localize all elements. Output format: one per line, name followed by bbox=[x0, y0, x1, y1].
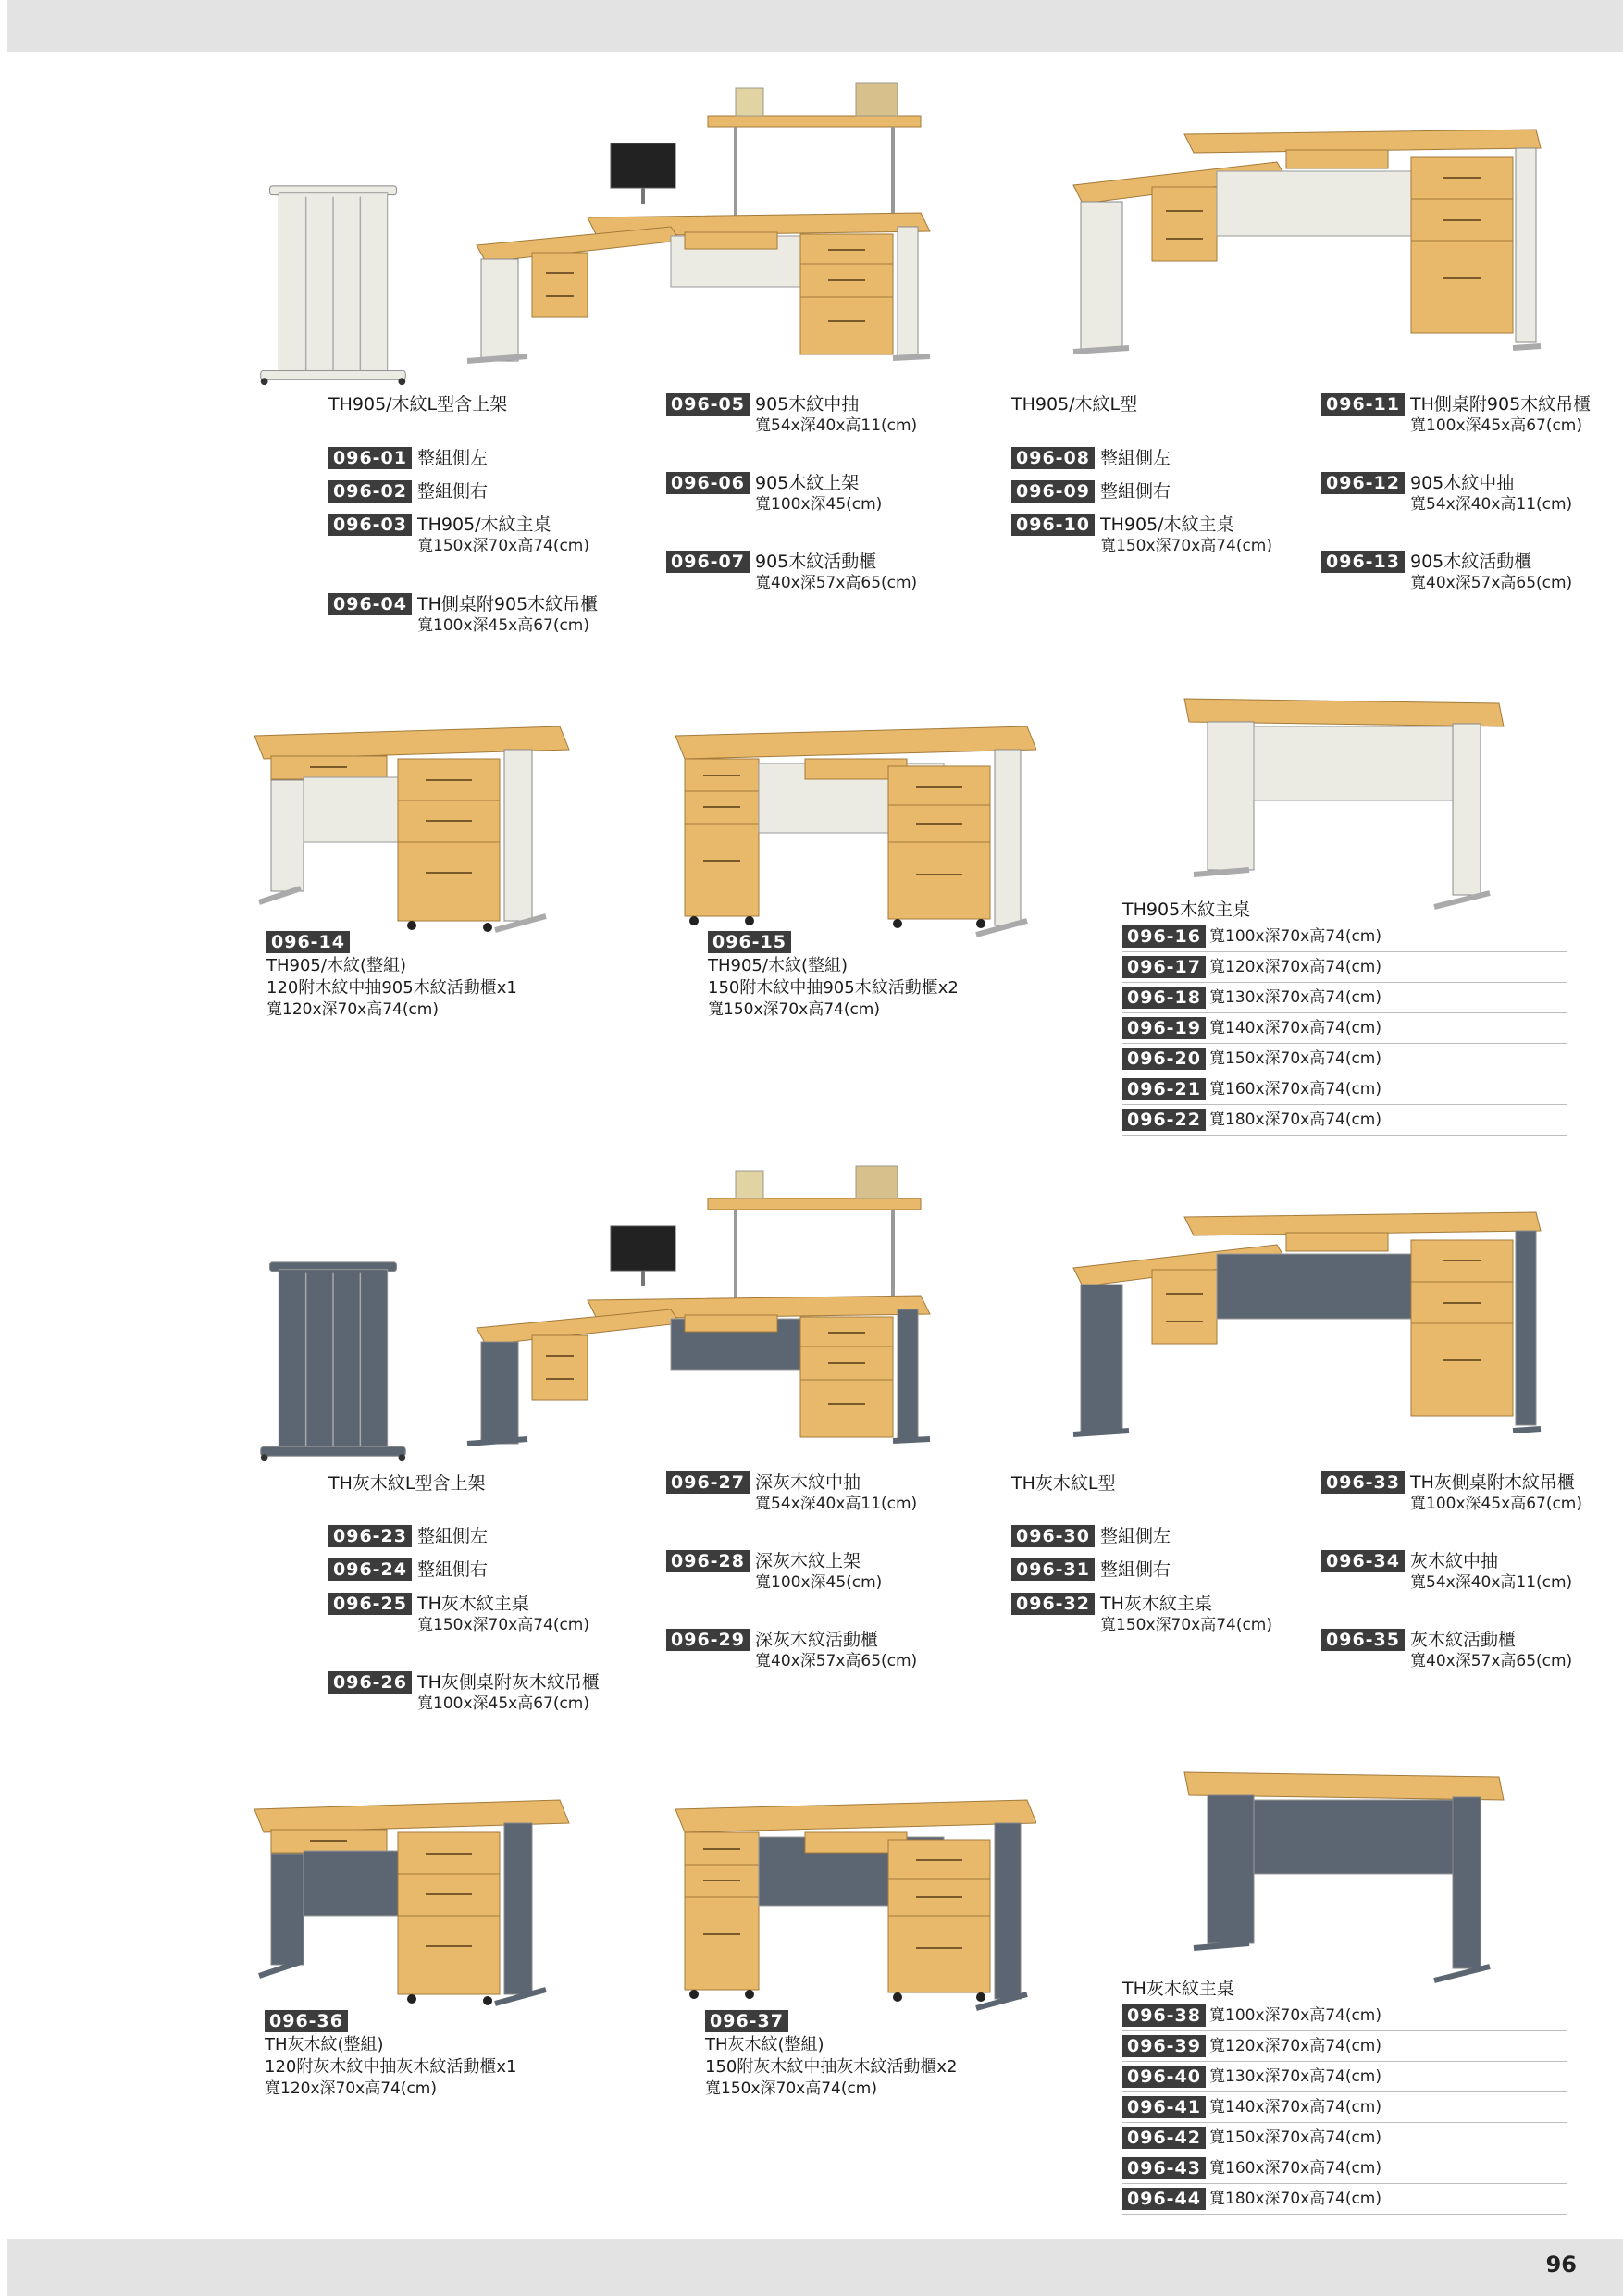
lshape-desk-image bbox=[1064, 1203, 1545, 1444]
size-row bbox=[1122, 1105, 1567, 1136]
main-desk-image bbox=[1175, 1754, 1508, 1994]
product-code: 096-24 bbox=[328, 1558, 412, 1581]
product-code: 096-28 bbox=[666, 1550, 750, 1572]
product-code: 096-23 bbox=[328, 1525, 412, 1547]
size-row bbox=[1122, 1013, 1567, 1044]
product-code: 096-05 bbox=[666, 393, 750, 416]
size-row bbox=[1122, 2153, 1567, 2184]
product-dimension: 寬120x深70x高74(cm) bbox=[265, 2079, 438, 2098]
product-dimension: 寬40x深57x高65(cm) bbox=[1410, 574, 1573, 592]
product-desc: 120附灰木紋中抽灰木紋活動櫃x1 bbox=[265, 2057, 517, 2077]
product-code: 096-32 bbox=[1011, 1593, 1095, 1615]
side-panel-image bbox=[245, 1257, 421, 1465]
product-code: 096-39 bbox=[1122, 2035, 1206, 2057]
product-dimension: 寬180x深70x高74(cm) bbox=[1209, 1111, 1382, 1129]
product-name: 灰木紋活動櫃 bbox=[1410, 1630, 1517, 1650]
product-item bbox=[1321, 393, 1591, 436]
size-row bbox=[1122, 1074, 1567, 1105]
bottom-bar bbox=[7, 2239, 1623, 2296]
product-code: 096-37 bbox=[705, 2010, 788, 2032]
product-code: 096-41 bbox=[1122, 2096, 1206, 2118]
product-item bbox=[1321, 1629, 1572, 1671]
product-dimension: 寬40x深57x高65(cm) bbox=[755, 1652, 918, 1670]
product-name: TH側桌附905木紋吊櫃 bbox=[1410, 394, 1592, 415]
size-row bbox=[1122, 2123, 1567, 2153]
product-code: 096-30 bbox=[1011, 1525, 1095, 1547]
product-name: 905木紋活動櫃 bbox=[755, 552, 877, 572]
product-dimension: 寬150x深70x高74(cm) bbox=[708, 1000, 881, 1019]
product-code: 096-07 bbox=[666, 551, 750, 573]
product-item bbox=[328, 447, 488, 469]
product-code: 096-14 bbox=[266, 931, 350, 953]
product-dimension: 寬150x深70x高74(cm) bbox=[417, 1616, 590, 1634]
product-code: 096-40 bbox=[1122, 2066, 1206, 2088]
product-dimension: 寬40x深57x高65(cm) bbox=[755, 574, 918, 592]
product-item bbox=[328, 514, 589, 556]
product-name: 905木紋上架 bbox=[755, 473, 860, 493]
product-code: 096-19 bbox=[1122, 1017, 1206, 1039]
product-name: TH側桌附905木紋吊櫃 bbox=[417, 594, 599, 614]
product-dimension: 寬130x深70x高74(cm) bbox=[1209, 2067, 1382, 2086]
lshape-shelf-desk-image bbox=[458, 79, 939, 375]
product-name: TH905/木紋主桌 bbox=[1100, 515, 1234, 535]
product-item bbox=[1321, 551, 1572, 593]
product-desc: 120附木紋中抽905木紋活動櫃x1 bbox=[266, 978, 517, 998]
product-code: 096-08 bbox=[1011, 447, 1095, 469]
product-code: 096-10 bbox=[1011, 514, 1095, 536]
product-item bbox=[1321, 1550, 1572, 1593]
product-code: 096-17 bbox=[1122, 956, 1206, 978]
product-dimension: 寬54x深40x高11(cm) bbox=[755, 1495, 918, 1513]
product-item bbox=[666, 551, 917, 593]
product-item bbox=[1011, 447, 1171, 469]
desk-set1-image bbox=[245, 703, 578, 944]
list-title: TH905木紋主桌 bbox=[1122, 900, 1251, 920]
product-code: 096-25 bbox=[328, 1593, 412, 1615]
product-dimension: 寬100x深45(cm) bbox=[755, 1573, 883, 1592]
desk-set-caption bbox=[708, 931, 959, 1020]
product-item bbox=[328, 1525, 488, 1547]
product-dimension: 寬150x深70x高74(cm) bbox=[1100, 537, 1273, 555]
product-item bbox=[1011, 1593, 1272, 1635]
size-row bbox=[1122, 2092, 1567, 2123]
product-code: 096-01 bbox=[328, 447, 412, 469]
product-code: 096-34 bbox=[1321, 1550, 1405, 1572]
product-dimension: 寬150x深70x高74(cm) bbox=[1100, 1616, 1273, 1634]
product-name: 整組側右 bbox=[1100, 481, 1171, 502]
product-code: 096-15 bbox=[708, 931, 791, 953]
product-dimension: 寬100x深70x高74(cm) bbox=[1209, 927, 1382, 946]
product-name: 905木紋中抽 bbox=[1410, 473, 1515, 493]
product-dimension: 寬100x深45x高67(cm) bbox=[1410, 416, 1583, 435]
product-item bbox=[328, 480, 488, 503]
product-name: TH905/木紋(整組) bbox=[266, 956, 406, 975]
desk-set2-image bbox=[666, 708, 1036, 949]
product-name: TH灰木紋(整組) bbox=[265, 2035, 384, 2054]
top-bar bbox=[7, 0, 1623, 52]
product-dimension: 寬54x深40x高11(cm) bbox=[1410, 1573, 1573, 1592]
product-name: 905木紋中抽 bbox=[755, 394, 860, 415]
product-item bbox=[666, 1550, 882, 1593]
section-title: TH905/木紋L型 bbox=[1011, 394, 1138, 415]
product-name: TH灰木紋(整組) bbox=[705, 2035, 824, 2054]
product-item bbox=[328, 1671, 600, 1714]
product-item bbox=[666, 1471, 917, 1514]
product-item bbox=[1321, 472, 1572, 515]
product-name: TH905/木紋主桌 bbox=[417, 515, 551, 535]
product-code: 096-04 bbox=[328, 593, 412, 615]
product-item bbox=[1011, 1525, 1171, 1547]
product-code: 096-22 bbox=[1122, 1109, 1206, 1131]
main-desk-image bbox=[1175, 680, 1508, 921]
product-name: 905木紋活動櫃 bbox=[1410, 552, 1532, 572]
size-row bbox=[1122, 2031, 1567, 2062]
desk-set2-image bbox=[666, 1781, 1036, 2022]
product-code: 096-27 bbox=[666, 1471, 750, 1494]
product-name: 整組側右 bbox=[1100, 1559, 1171, 1580]
product-dimension: 寬150x深70x高74(cm) bbox=[417, 537, 590, 555]
product-name: TH灰木紋主桌 bbox=[1100, 1594, 1212, 1614]
product-dimension: 寬120x深70x高74(cm) bbox=[266, 1000, 440, 1019]
product-code: 096-26 bbox=[328, 1671, 412, 1694]
product-dimension: 寬100x深45x高67(cm) bbox=[1410, 1495, 1583, 1513]
product-dimension: 寬54x深40x高11(cm) bbox=[1410, 495, 1573, 514]
desk-set-caption bbox=[705, 2010, 957, 2099]
product-name: 整組側右 bbox=[417, 481, 489, 502]
lshape-desk-image bbox=[1064, 120, 1545, 361]
product-dimension: 寬100x深70x高74(cm) bbox=[1209, 2006, 1382, 2025]
product-dimension: 寬100x深45x高67(cm) bbox=[417, 1694, 590, 1713]
list-title: TH灰木紋主桌 bbox=[1122, 1979, 1234, 1999]
product-item bbox=[328, 1558, 488, 1581]
product-dimension: 寬130x深70x高74(cm) bbox=[1209, 988, 1382, 1007]
product-item bbox=[1321, 1471, 1582, 1514]
product-code: 096-21 bbox=[1122, 1078, 1206, 1100]
product-dimension: 寬120x深70x高74(cm) bbox=[1209, 958, 1382, 976]
product-name: 深灰木紋活動櫃 bbox=[755, 1630, 879, 1650]
product-item bbox=[1011, 1558, 1171, 1581]
product-item bbox=[1011, 514, 1272, 556]
product-code: 096-13 bbox=[1321, 551, 1405, 573]
product-code: 096-31 bbox=[1011, 1558, 1095, 1581]
product-name: 深灰木紋中抽 bbox=[755, 1472, 861, 1493]
product-item bbox=[328, 1593, 589, 1635]
product-code: 096-02 bbox=[328, 480, 412, 503]
product-item bbox=[666, 1629, 917, 1671]
product-dimension: 寬120x深70x高74(cm) bbox=[1209, 2037, 1382, 2055]
product-code: 096-20 bbox=[1122, 1048, 1206, 1070]
lshape-shelf-desk-image bbox=[458, 1161, 939, 1458]
product-code: 096-44 bbox=[1122, 2188, 1206, 2210]
size-row bbox=[1122, 2062, 1567, 2092]
product-dimension: 寬160x深70x高74(cm) bbox=[1209, 1080, 1382, 1098]
product-code: 096-09 bbox=[1011, 480, 1095, 503]
product-item bbox=[1011, 480, 1171, 503]
size-row bbox=[1122, 2184, 1567, 2215]
size-row bbox=[1122, 2001, 1567, 2031]
product-dimension: 寬40x深57x高65(cm) bbox=[1410, 1652, 1573, 1670]
product-dimension: 寬140x深70x高74(cm) bbox=[1209, 2098, 1382, 2116]
product-name: 整組側左 bbox=[1100, 1526, 1171, 1546]
product-desc: 150附木紋中抽905木紋活動櫃x2 bbox=[708, 978, 959, 998]
product-code: 096-33 bbox=[1321, 1471, 1405, 1494]
product-name: 整組側左 bbox=[417, 1526, 489, 1546]
product-code: 096-35 bbox=[1321, 1629, 1405, 1651]
product-name: TH905/木紋(整組) bbox=[708, 956, 848, 975]
desk-set-caption bbox=[266, 931, 517, 1020]
product-dimension: 寬54x深40x高11(cm) bbox=[755, 416, 918, 435]
product-code: 096-18 bbox=[1122, 987, 1206, 1009]
product-name: 整組側右 bbox=[417, 1559, 489, 1580]
side-panel-image bbox=[245, 180, 421, 389]
product-code: 096-38 bbox=[1122, 2004, 1206, 2027]
page-number: 96 bbox=[1545, 2252, 1577, 2277]
product-name: 灰木紋中抽 bbox=[1410, 1551, 1499, 1571]
size-row bbox=[1122, 1044, 1567, 1074]
main-desk-size-list bbox=[1122, 1977, 1567, 2215]
product-name: TH灰側桌附灰木紋吊櫃 bbox=[417, 1672, 600, 1693]
section-title: TH905/木紋L型含上架 bbox=[328, 394, 508, 415]
product-code: 096-06 bbox=[666, 472, 750, 494]
product-code: 096-12 bbox=[1321, 472, 1405, 494]
product-dimension: 寬100x深45(cm) bbox=[755, 495, 883, 514]
product-name: 深灰木紋上架 bbox=[755, 1551, 861, 1571]
product-name: TH灰木紋主桌 bbox=[417, 1594, 529, 1614]
product-dimension: 寬150x深70x高74(cm) bbox=[1209, 1049, 1382, 1068]
size-row bbox=[1122, 983, 1567, 1013]
product-name: 整組側左 bbox=[1100, 448, 1171, 468]
product-name: TH灰側桌附木紋吊櫃 bbox=[1410, 1472, 1575, 1493]
product-code: 096-43 bbox=[1122, 2157, 1206, 2179]
product-code: 096-29 bbox=[666, 1629, 750, 1651]
product-dimension: 寬150x深70x高74(cm) bbox=[705, 2079, 878, 2098]
product-code: 096-16 bbox=[1122, 925, 1206, 948]
section-title: TH灰木紋L型含上架 bbox=[328, 1473, 486, 1494]
product-item bbox=[666, 393, 917, 436]
product-dimension: 寬140x深70x高74(cm) bbox=[1209, 1019, 1382, 1037]
desk-set-caption bbox=[265, 2010, 516, 2099]
product-name: 整組側左 bbox=[417, 448, 489, 468]
product-code: 096-36 bbox=[265, 2010, 348, 2032]
section-title: TH灰木紋L型 bbox=[1011, 1473, 1116, 1494]
product-item bbox=[666, 472, 882, 515]
main-desk-size-list bbox=[1122, 898, 1567, 1136]
product-code: 096-42 bbox=[1122, 2127, 1206, 2149]
product-code: 096-03 bbox=[328, 514, 412, 536]
product-dimension: 寬150x深70x高74(cm) bbox=[1209, 2128, 1382, 2147]
size-row bbox=[1122, 952, 1567, 983]
product-code: 096-11 bbox=[1321, 393, 1405, 416]
desk-set1-image bbox=[245, 1777, 578, 2017]
product-dimension: 寬160x深70x高74(cm) bbox=[1209, 2159, 1382, 2178]
product-dimension: 寬180x深70x高74(cm) bbox=[1209, 2190, 1382, 2208]
size-row bbox=[1122, 922, 1567, 952]
product-item bbox=[328, 593, 598, 636]
product-desc: 150附灰木紋中抽灰木紋活動櫃x2 bbox=[705, 2057, 958, 2077]
product-dimension: 寬100x深45x高67(cm) bbox=[417, 616, 590, 635]
